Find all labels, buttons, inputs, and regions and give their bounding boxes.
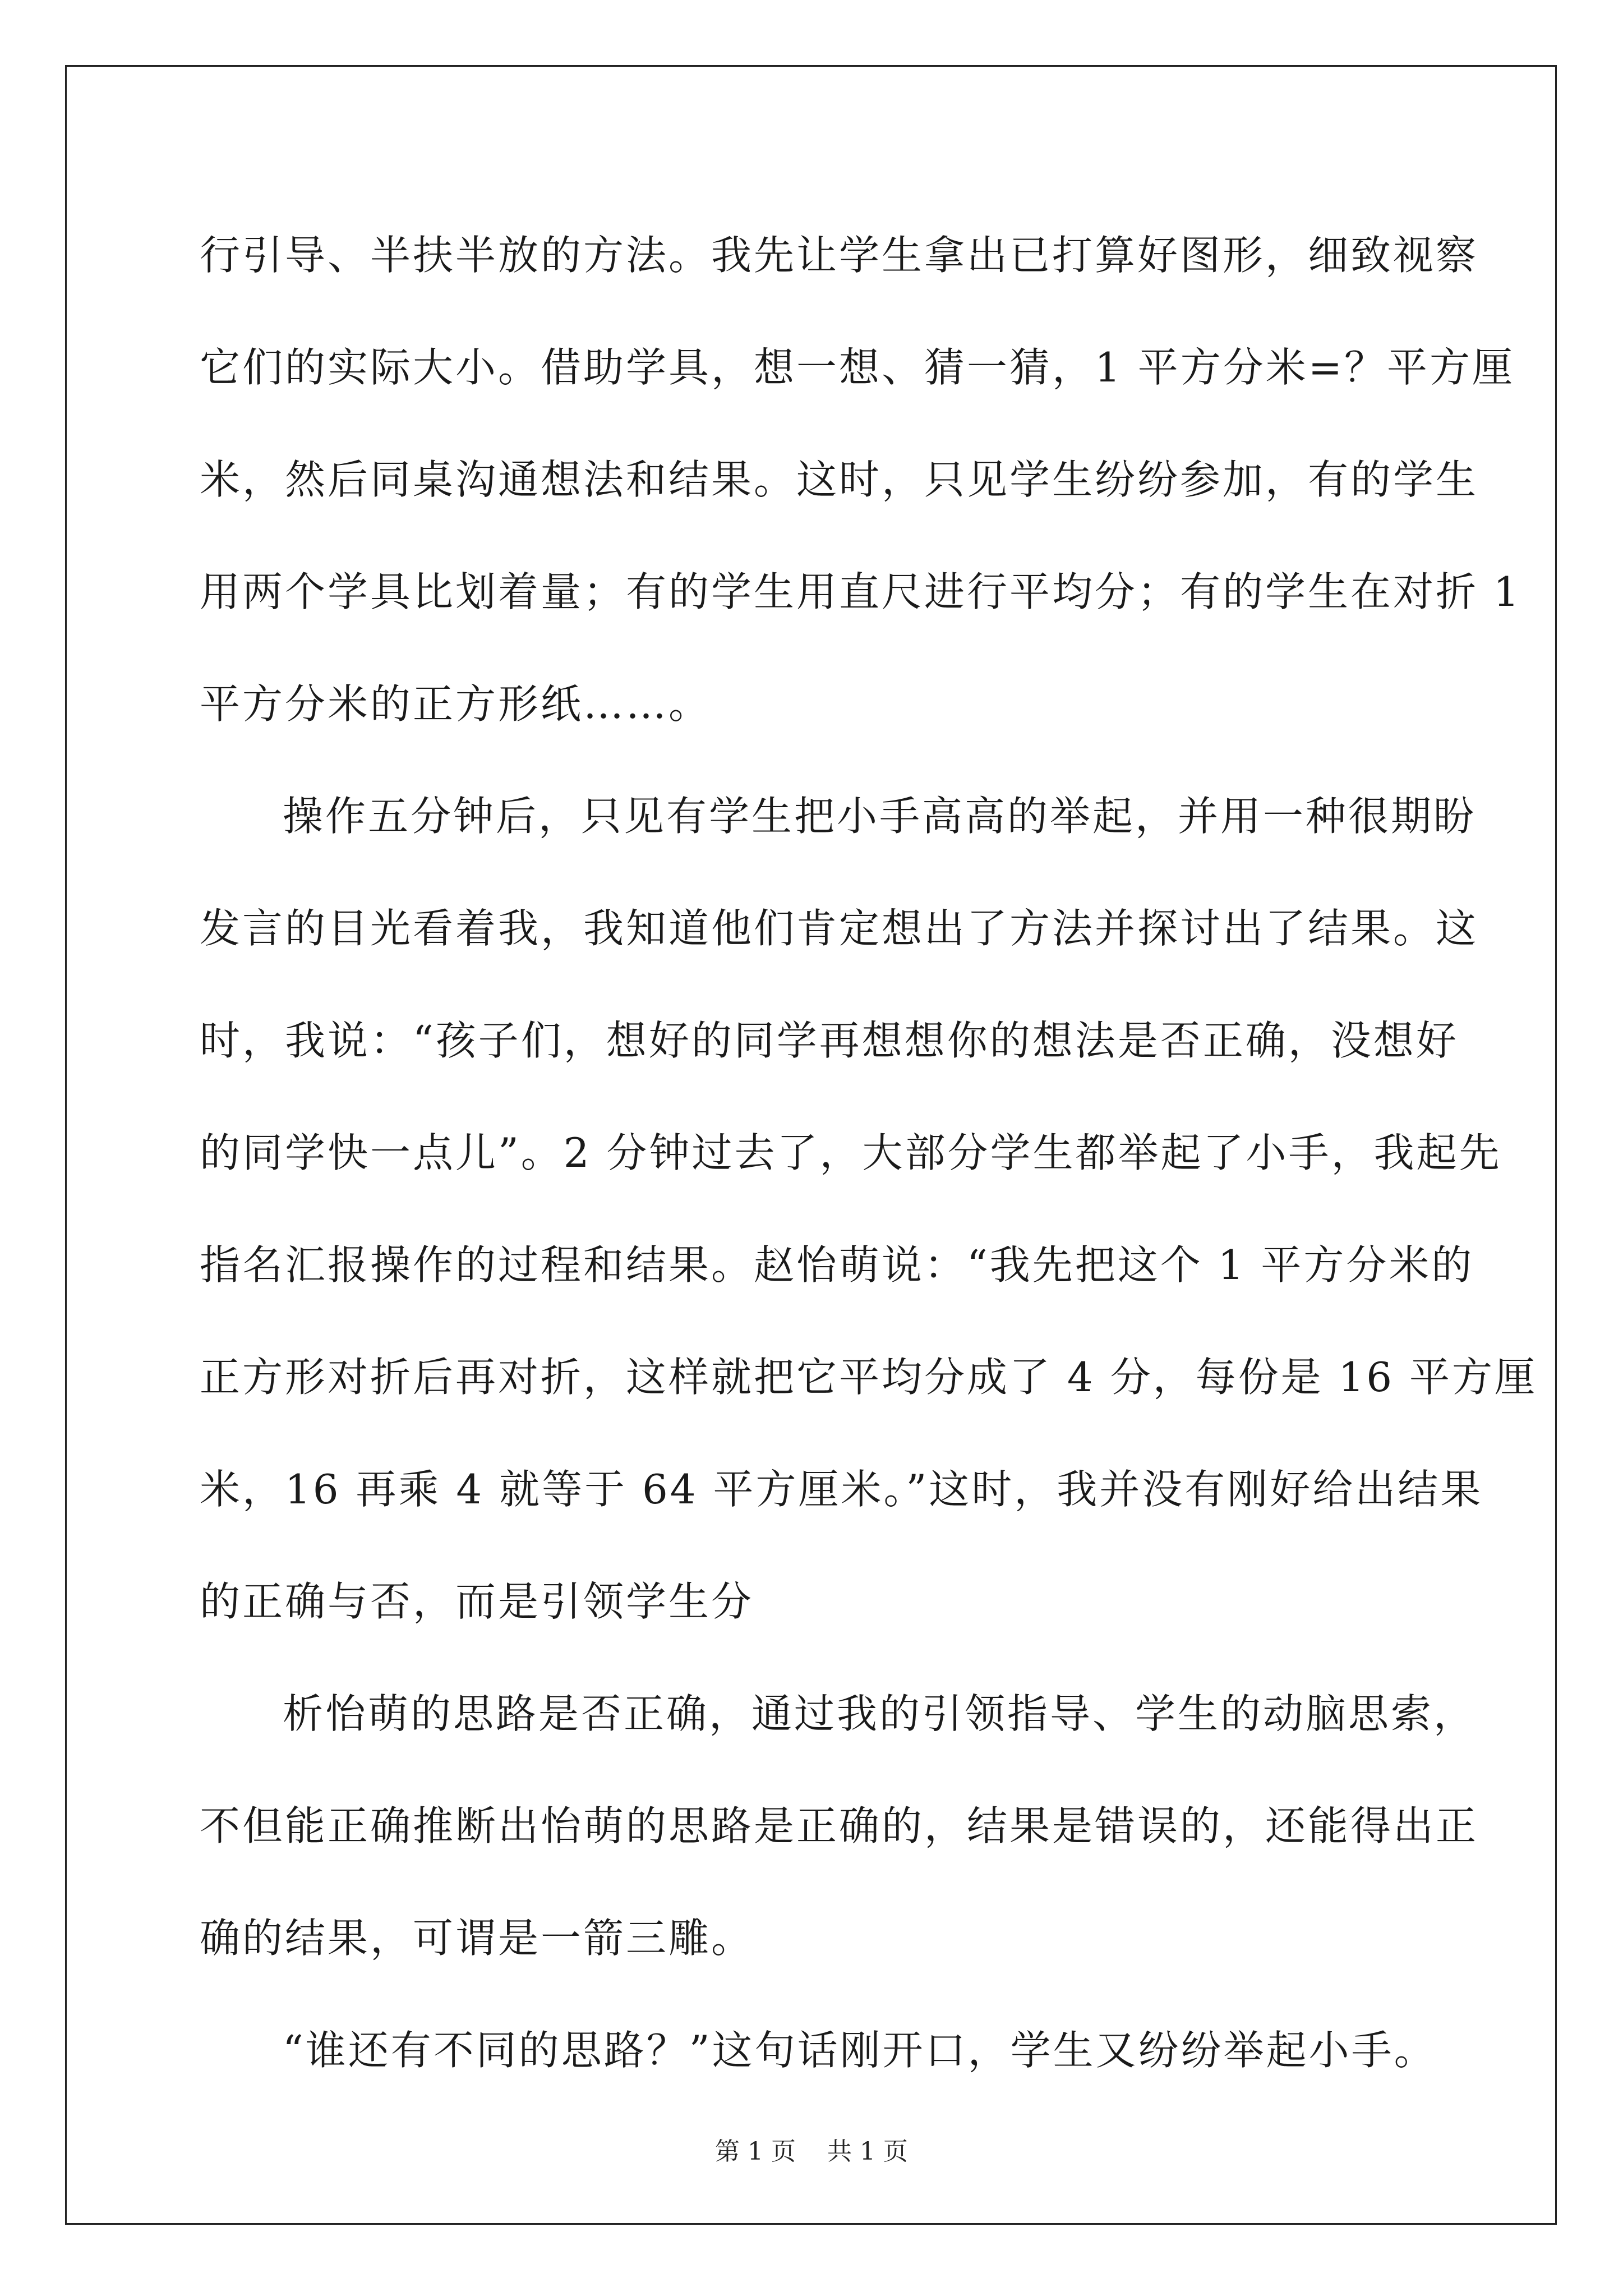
paragraph-1: [200, 199, 1521, 760]
text-line: 米，16 再乘 4 就等于 64 平方厘米。”这时，我并没有刚好给出结果: [200, 1466, 1483, 1513]
paragraph-2: [200, 760, 1537, 1658]
text-line: 用两个学具比划着量；有的学生用直尺进行平均分；有的学生在对折 1: [200, 568, 1521, 615]
paragraph-4: [200, 1994, 1437, 2106]
document-body: [200, 199, 1537, 2106]
text-line: 它们的实际大小。借助学具，想一想、猜一猜，1 平方分米=？平方厘: [200, 344, 1515, 391]
text-line: 操作五分钟后，只见有学生把小手高高的举起，并用一种很期盼: [283, 793, 1477, 840]
text-line: 确的结果，可谓是一箭三雕。: [200, 1915, 754, 1962]
text-line: 米，然后同桌沟通想法和结果。这时，只见学生纷纷参加，有的学生: [200, 456, 1479, 503]
text-line: “谁还有不同的思路？”这句话刚开口，学生又纷纷举起小手。: [283, 2027, 1437, 2074]
text-line: 指名汇报操作的过程和结果。赵怡萌说：“我先把这个 1 平方分米的: [200, 1241, 1474, 1289]
text-line: 行引导、半扶半放的方法。我先让学生拿出已打算好图形，细致视察: [200, 232, 1479, 279]
text-line: 时，我说：“孩子们，想好的同学再想想你的想法是否正确，没想好: [200, 1017, 1459, 1064]
page-footer: 第 1 页 共 1 页: [715, 2137, 908, 2166]
paragraph-3: [200, 1658, 1479, 1994]
text-line: 的同学快一点儿”。2 分钟过去了，大部分学生都举起了小手，我起先: [200, 1129, 1502, 1176]
text-line: 发言的目光看着我，我知道他们肯定想出了方法并探讨出了结果。这: [200, 905, 1479, 952]
text-line: 正方形对折后再对折，这样就把它平均分成了 4 分，每份是 16 平方厘: [200, 1354, 1537, 1401]
text-line: 平方分米的正方形纸……。: [200, 680, 712, 728]
text-line: 不但能正确推断出怡萌的思路是正确的，结果是错误的，还能得出正: [200, 1802, 1479, 1849]
text-line: 析怡萌的思路是否正确，通过我的引领指导、学生的动脑思索，: [283, 1690, 1477, 1737]
text-line: 的正确与否，而是引领学生分: [200, 1578, 754, 1625]
